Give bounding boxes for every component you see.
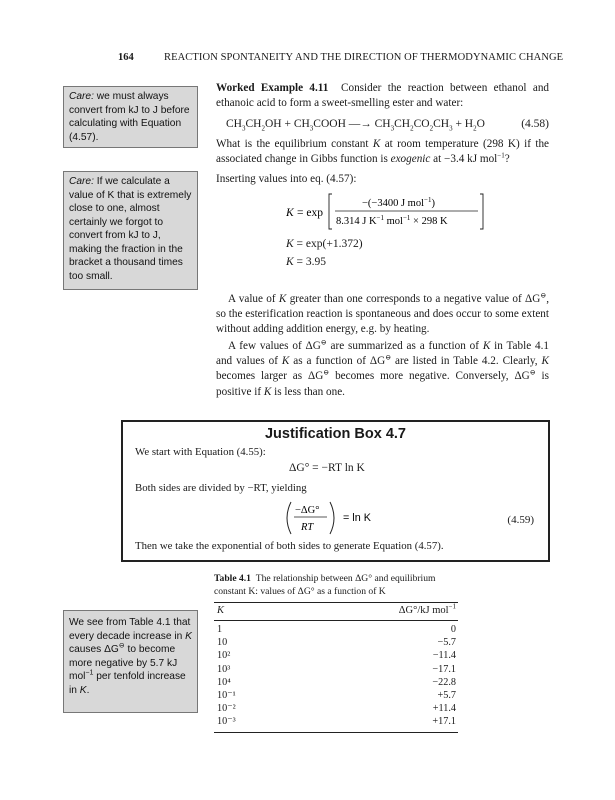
equation-k-exp-fraction [286,192,486,232]
table-row [214,703,458,716]
page-number: 164 [118,52,134,63]
justification-start: We start with Equation (4.55): [135,446,266,458]
cell-k: 10² [217,650,231,662]
equation-number: (4.58) [521,118,549,130]
eq-equals-exp: = exp [297,207,323,219]
note-text: We see from Table 4.1 that every decade increase in [69,617,191,642]
running-header [0,52,615,70]
justification-then: Then we take the exponential of both sides to generate Equation (4.57). [135,540,444,552]
margin-note-care-close-to-one [63,171,198,290]
justification-box [121,420,550,562]
column-header-delta-g: ΔG°/kJ mol$^{-1}$ [398,602,456,616]
note-sup: −1 [85,669,94,677]
frac-numerator: −(−3400 J mol$^{-1}$) [362,196,435,209]
cell-k: 10 [217,637,228,649]
eq3-value: 3.95 [305,256,327,268]
worked-example-question [216,137,549,167]
note-text: causes ΔG [69,644,119,655]
k-symbol: K [482,340,491,352]
text: as a function of ΔG [289,355,386,368]
column-header-k: K [217,605,225,616]
justification-equation-4-55: ΔG° = −RT ln K [289,462,365,474]
cell-delta-g: 0 [450,624,456,635]
exogenic-word: exogenic [390,153,431,166]
cell-k: 10⁻² [217,703,236,715]
note-text: to become more negative by 5.7 kJ mol [69,644,178,682]
k-symbol: K [281,355,290,368]
text: , so the esterification reaction is spontaneous and does occur to some extent without adding addition energy, e.g. by heating. [216,293,549,336]
cell-k: 10⁴ [217,676,231,688]
cell-k: 1 [217,624,223,635]
table-label: Table 4.1 [214,573,251,584]
reaction-equation [226,118,549,133]
table-top-rule [214,602,458,603]
cell-delta-g: +5.7 [437,690,456,701]
cell-k: 10³ [217,663,231,675]
justification-box-title: Justification Box 4.7 [264,426,406,442]
table-row [214,637,458,650]
text: A value of [228,293,279,305]
table-row [214,716,458,729]
cell-delta-g: +11.4 [432,703,456,715]
note-text: If we calculate a value of K that is extremely close to one, almost certainly we forgot to convert from kJ to J, making the fraction in the bracket a thousand times too small. [69,176,192,282]
left-paren [287,502,291,534]
text: are listed in Table 4.2. Clearly, [391,355,542,368]
reaction-formula: $CH_3CH_2OH$ + $CH_3COOH$ —→ $CH_3CH_2CO_2CH_3 + H_2O$ [226,118,485,133]
left-bracket [329,194,332,229]
note-label: Care: [69,91,94,102]
note-text: per tenfold increase in [69,671,186,696]
table-row [214,690,458,703]
paragraph-spontaneous: A value of K greater than one corresponds to a negative value of ΔG⊖, so the esterification reaction is spontaneous and does occur to some extent without adding addition energy, e.g. by heating. [216,291,549,336]
text: greater than one corresponds to a negative value of ΔG [286,293,541,305]
cell-delta-g: −11.4 [432,650,456,662]
table-caption-text: The relationship between ΔG° and equilibrium constant K: values of ΔG° as a function of K [214,573,436,597]
running-title: REACTION SPONTANEITY AND THE DIRECTION OF THERMODYNAMIC CHANGE [164,52,564,63]
table-row [214,677,458,690]
paragraph-table-summary: A few values of ΔG⊖ are summarized as a function of K in Table 4.1 and values of K as a function of ΔG⊖ are listed in Table 4.2. Clearly, K becomes larger as ΔG⊖ becomes more negative. Conversely, ΔG⊖ is positive if K is less than one. [216,338,550,398]
text: ? [504,153,510,166]
text: at −3.4 kJ mol [430,153,498,166]
justification-both-sides: Both sides are divided by −RT, yielding [135,482,307,494]
right-bracket [480,194,483,229]
justification-equation-4-59 [283,500,533,536]
text: in Table 4.1 and values of [216,340,550,368]
cell-delta-g: −5.7 [437,637,456,649]
table-row [214,664,458,677]
text: at room temperature (298 K) if the associated change in Gibbs function is [216,138,549,166]
eq-rhs: = ln K [343,512,371,524]
table-header-rule [214,620,458,621]
note-label: Care: [69,176,94,187]
cell-delta-g: −17.1 [432,663,456,675]
k-symbol: K [278,293,287,305]
k-symbol: K [372,138,381,150]
right-paren [330,502,334,534]
cell-k: 10⁻³ [217,716,236,728]
note-text: we must always convert from kJ to J before calculating with Equation (4.57). [69,91,190,143]
equation-k-result: K = 3.95 [286,256,327,268]
note-text: . [86,684,90,696]
table-row [214,650,458,663]
text: is positive if [216,370,549,398]
eq-denominator: RT [301,522,314,533]
eq-numerator: −ΔG° [295,505,320,516]
table-caption [214,573,458,598]
eq-k: K [286,207,294,219]
table-bottom-rule [214,732,458,733]
k-symbol: K [541,355,549,368]
text: is less than one. [271,385,345,398]
equation-number: (4.59) [507,514,534,526]
table-row [214,624,458,637]
worked-example-intro-text: Consider the reaction between ethanol and ethanoic acid to form a sweet-smelling ester and water: [216,82,550,110]
cell-delta-g: +17.1 [432,716,456,728]
frac-denominator: 8.314 J $K^{-1}$ mol$^{-1}$ × 298 K [336,214,448,227]
note-k: K [185,630,192,642]
equation-k-exp-value: K = exp(+1.372) [286,238,363,250]
note-k: K [79,684,87,696]
text: are summarized as a function of [326,340,483,352]
worked-example-intro [216,81,549,111]
worked-example-heading: Worked Example 4.11 [216,82,329,94]
text: becomes more negative. Conversely, ΔG [329,370,530,383]
eq2-value: exp(+1.372) [305,238,363,250]
cell-k: 10⁻¹ [217,690,236,701]
margin-note-table-decade: We see from Table 4.1 that every decade increase in K causes ΔG⊖ to become more negative by 5.7 kJ mol$^{-1}$ per tenfold increase in K. [63,610,198,713]
cell-delta-g: −22.8 [432,676,456,688]
inserting-line: Inserting values into eq. (4.57): [216,173,357,185]
k-symbol: K [263,385,272,398]
text: A few values of ΔG [228,340,321,352]
text: becomes larger as ΔG [216,370,324,383]
text: What is the equilibrium constant [216,138,373,150]
sup: −1 [497,151,505,160]
margin-note-care-kj [63,86,198,148]
